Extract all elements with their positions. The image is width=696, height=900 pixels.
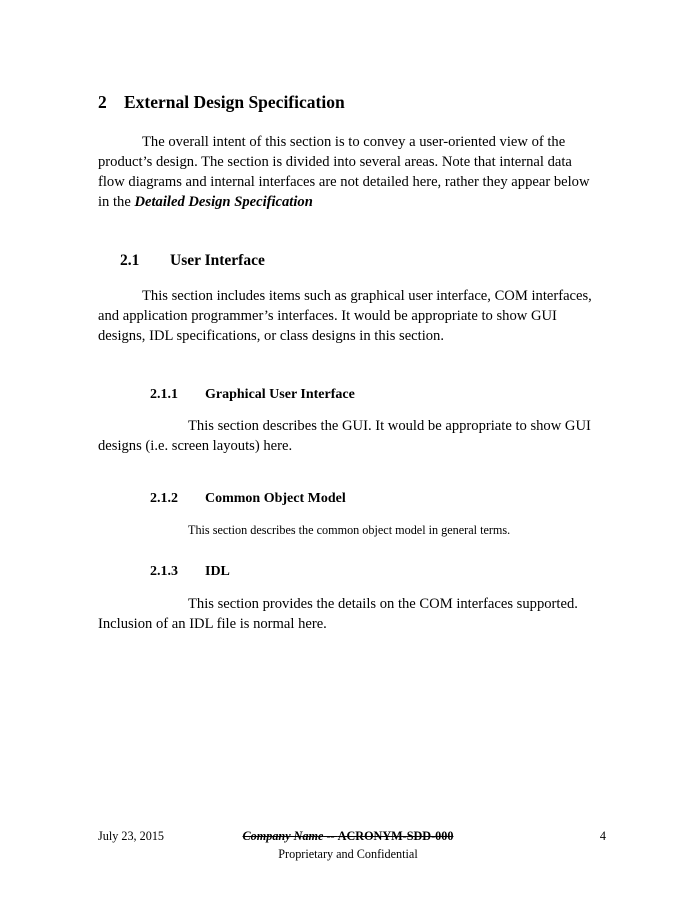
footer-identifier-strikethrough <box>243 829 454 843</box>
heading-section-2-1-2 <box>98 491 596 508</box>
paragraph-section-2-1-1: This section describes the GUI. It would be appropriate to show GUI designs (i.e. screen layouts) here. <box>98 418 591 455</box>
heading-section-2-number: 2 <box>98 92 107 112</box>
heading-section-2-1 <box>98 252 596 271</box>
spacer <box>98 538 596 564</box>
paragraph-section-2-text: The overall intent of this section is to convey a user-oriented view of the product’s design. The section is divided into several areas. Note that internal data flow diagrams and internal interfaces are not detailed here, rather they appear below in the <box>98 134 590 210</box>
footer-page-number: 4 <box>599 829 606 843</box>
spacer <box>98 212 596 252</box>
footer-top-row <box>0 828 696 845</box>
heading-section-2-1-title: User Interface <box>170 252 265 270</box>
heading-section-2-1-1-number: 2.1.1 <box>150 386 178 402</box>
page-footer <box>0 828 696 876</box>
heading-section-2-1-3-title: IDL <box>205 564 230 580</box>
paragraph-section-2 <box>98 133 596 212</box>
heading-section-2-title: External Design Specification <box>124 92 345 112</box>
document-body <box>98 92 596 635</box>
paragraph-section-2-emphasis: Detailed Design Specification <box>134 193 313 210</box>
spacer <box>98 347 596 387</box>
heading-section-2-1-2-title: Common Object Model <box>205 490 346 506</box>
paragraph-section-2-1-3: This section provides the details on the COM interfaces supported. Inclusion of an IDL file is normal here. <box>98 596 578 633</box>
heading-section-2-1-number: 2.1 <box>120 252 140 270</box>
spacer <box>98 457 596 491</box>
footer-confidentiality: Proprietary and Confidential <box>278 847 418 861</box>
paragraph-section-2-1: This section includes items such as graphical user interface, COM interfaces, and application programmer’s interfaces. It would be appropriate to show GUI designs, IDL specifications, or class designs in this section. <box>98 287 592 344</box>
footer-identifier <box>0 828 696 845</box>
heading-section-2-1-1 <box>98 387 596 404</box>
heading-section-2-1-3 <box>98 564 596 581</box>
footer-acronym: ACRONYM-SDD-000 <box>337 829 454 843</box>
footer-date: July 23, 2015 <box>98 829 165 843</box>
heading-section-2-1-2-number: 2.1.2 <box>150 490 178 506</box>
footer-company-name: Company Name <box>242 829 324 843</box>
heading-section-2-1-3-number: 2.1.3 <box>150 564 178 580</box>
heading-section-2 <box>98 92 596 113</box>
heading-section-2-1-1-title: Graphical User Interface <box>205 386 355 402</box>
paragraph-section-2-1-2: This section describes the common object model in general terms. <box>188 522 511 537</box>
footer-separator: -- <box>323 829 338 843</box>
